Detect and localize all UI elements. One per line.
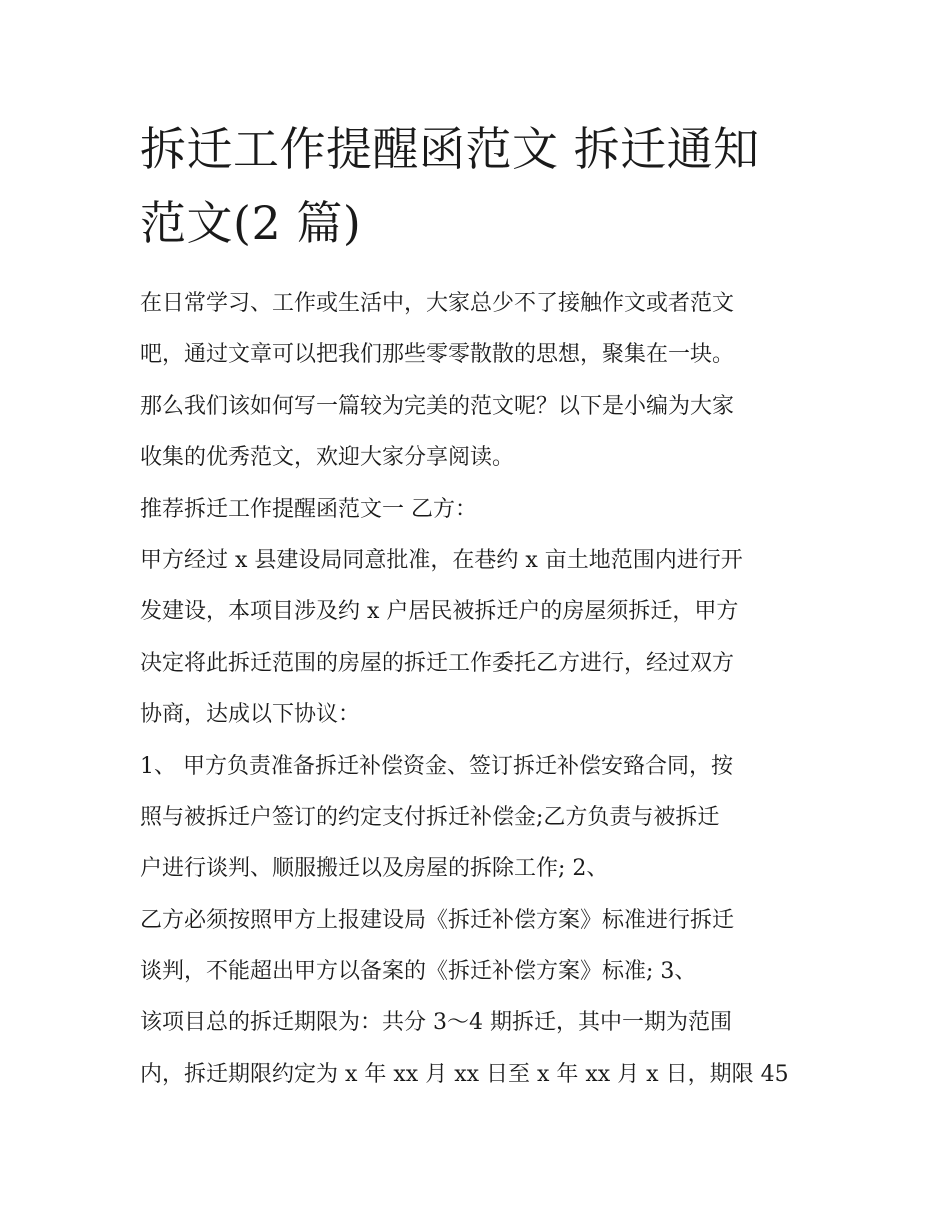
title-line: 拆迁工作提醒函范文 拆迁通知: [140, 122, 760, 176]
title-line: 范文(2 篇): [140, 196, 362, 250]
document-title: [140, 112, 820, 260]
clause-line: 谈判，不能超出甲方以备案的《拆迁补偿方案》标准; 3、: [140, 959, 697, 985]
document-body: [140, 278, 820, 1100]
body-line: 吧，通过文章可以把我们那些零零散散的思想，聚集在一块。: [140, 342, 735, 368]
body-line: 那么我们该如何写一篇较为完美的范文呢？以下是小编为大家: [140, 393, 735, 419]
body-line: 在日常学习、工作或生活中，大家总少不了接触作文或者范文: [140, 291, 735, 316]
clause-line: 户进行谈判、顺服搬迁以及房屋的拆除工作; 2、: [140, 856, 609, 882]
body-line: 决定将此拆迁范围的房屋的拆迁工作委托乙方进行，经过双方: [140, 650, 735, 676]
clause-line: 内，拆迁期限约定为 x 年 xx 月 xx 日至 x 年 xx 月 x 日，期限 45: [140, 1061, 789, 1087]
body-line: 收集的优秀范文，欢迎大家分享阅读。: [140, 445, 515, 471]
body-line: 发建设，本项目涉及约 x 户居民被拆迁户的房屋须拆迁，甲方: [140, 599, 739, 625]
body-line: 甲方经过 x 县建设局同意批准，在巷约 x 亩土地范围内进行开: [140, 547, 743, 573]
clause-line: 照与被拆迁户签订的约定支付拆迁补偿金;乙方负责与被拆迁: [140, 804, 720, 830]
section-heading: 推荐拆迁工作提醒函范文一 乙方：: [140, 496, 477, 522]
clause-line: 乙方必须按照甲方上报建设局《拆迁补偿方案》标准进行拆迁: [140, 907, 735, 933]
clause-line: 该项目总的拆迁期限为：共分 3～4 期拆迁，其中一期为范围: [140, 1010, 732, 1036]
clause-line: 1、 甲方负责准备拆迁补偿资金、签订拆迁补偿安臵合同，按: [140, 753, 733, 779]
body-line: 协商，达成以下协议：: [140, 702, 361, 728]
